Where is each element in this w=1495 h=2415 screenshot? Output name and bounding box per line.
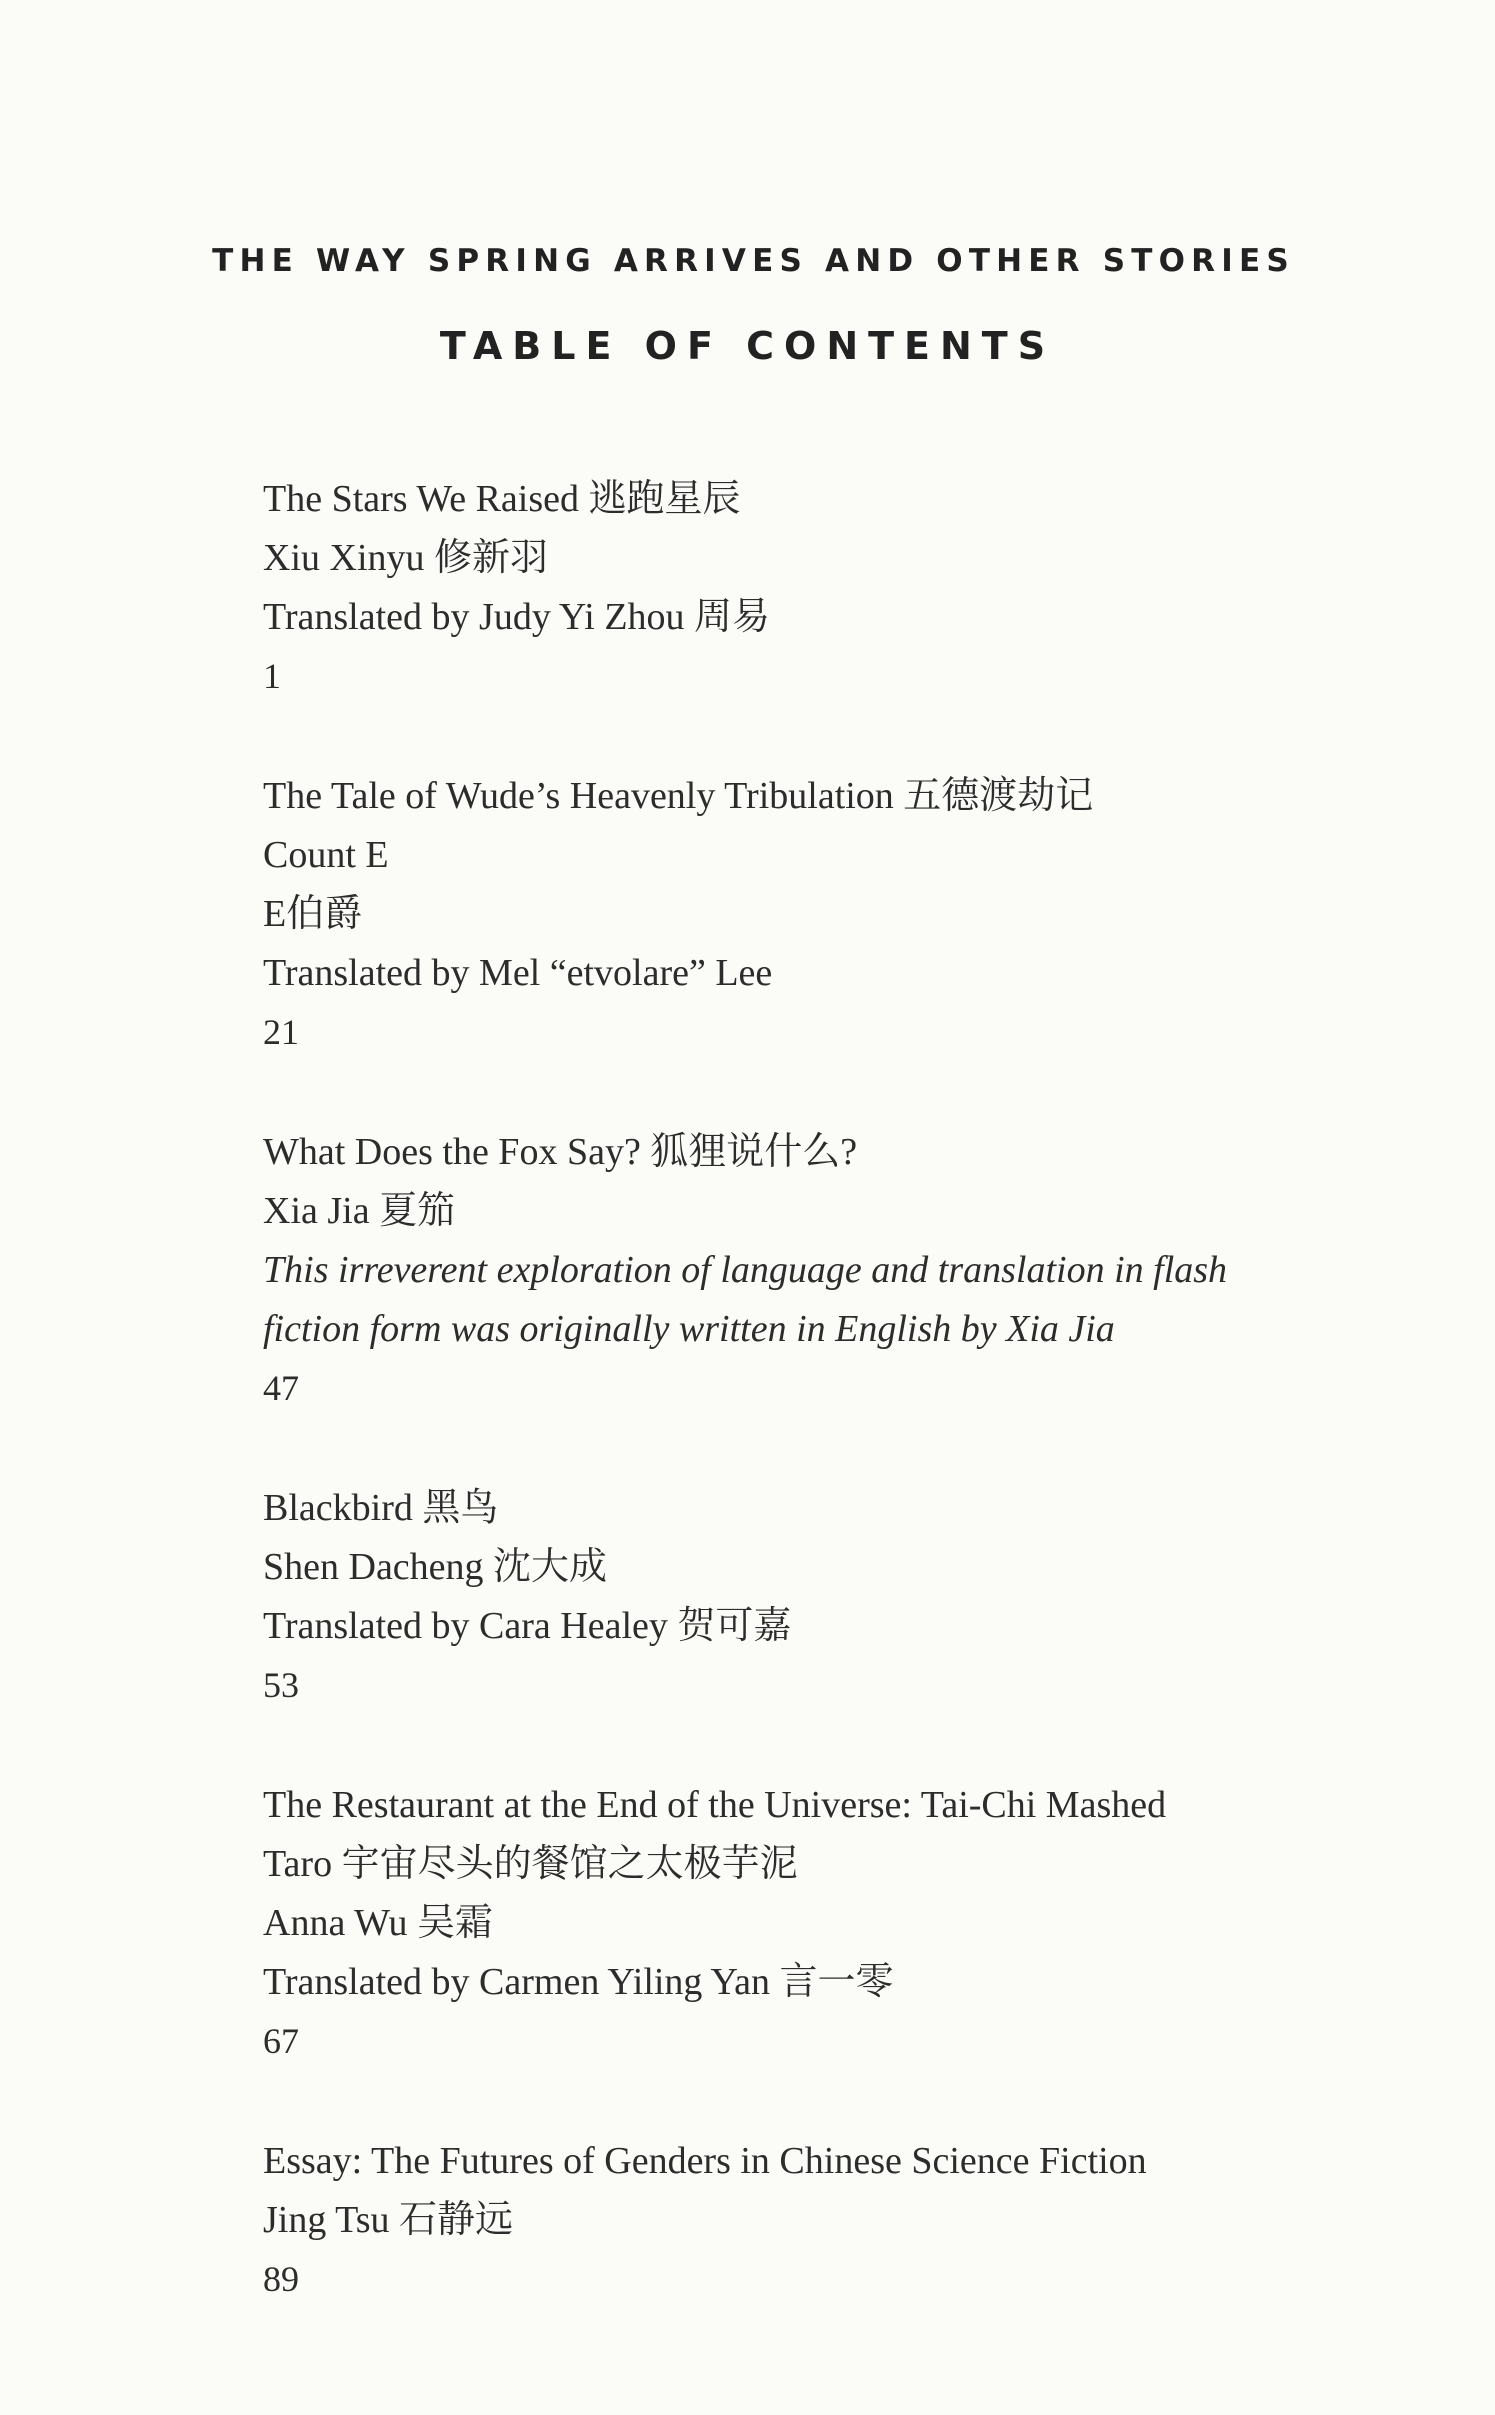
toc-entry[interactable] — [263, 2132, 1383, 2309]
essay-title: Essay: The Futures of Genders in Chinese Science Fiction — [263, 2140, 1147, 2182]
toc-entry[interactable] — [263, 1479, 1383, 1715]
toc-entry[interactable] — [263, 1123, 1383, 1418]
story-note: This irreverent exploration of language and translation in flash — [263, 1249, 1228, 1291]
toc-entry[interactable] — [263, 767, 1383, 1062]
story-author: Shen Dacheng 沈大成 — [263, 1546, 608, 1588]
story-translator: Translated by Carmen Yiling Yan 言一零 — [263, 1961, 894, 2003]
story-translator: Translated by Mel “etvolare” Lee — [263, 952, 773, 994]
toc-entry[interactable] — [263, 1776, 1383, 2071]
page-number: 53 — [263, 1665, 299, 1705]
page-number: 1 — [263, 656, 281, 696]
story-note: fiction form was originally written in English by Xia Jia — [263, 1308, 1115, 1350]
page-title: TABLE OF CONTENTS — [439, 324, 1056, 368]
story-title: The Restaurant at the End of the Universe: Tai-Chi Mashed — [263, 1784, 1167, 1826]
page-number: 67 — [263, 2021, 299, 2061]
story-title: Blackbird 黑鸟 — [263, 1487, 499, 1529]
toc-entry[interactable] — [263, 470, 1383, 706]
story-title: The Stars We Raised 逃跑星辰 — [263, 478, 741, 520]
story-author: Count E — [263, 834, 389, 876]
story-author: Xiu Xinyu 修新羽 — [263, 537, 549, 579]
story-title: The Tale of Wude’s Heavenly Tribulation 五德渡劫记 — [263, 775, 1094, 817]
essay-author: Jing Tsu 石静远 — [263, 2199, 514, 2241]
story-author-chinese: E伯爵 — [263, 893, 363, 935]
story-author: Xia Jia 夏笳 — [263, 1190, 456, 1232]
story-translator: Translated by Judy Yi Zhou 周易 — [263, 596, 771, 638]
toc-list — [263, 470, 1383, 2370]
story-author: Anna Wu 吴霜 — [263, 1902, 493, 1944]
story-title-continued: Taro 宇宙尽头的餐馆之太极芋泥 — [263, 1843, 798, 1885]
running-header: THE WAY SPRING ARRIVES AND OTHER STORIES — [212, 243, 1295, 279]
page-number: 47 — [263, 1368, 299, 1408]
story-translator: Translated by Cara Healey 贺可嘉 — [263, 1605, 792, 1647]
story-title: What Does the Fox Say? 狐狸说什么? — [263, 1131, 858, 1173]
page-number: 89 — [263, 2259, 299, 2299]
page-number: 21 — [263, 1012, 299, 1052]
